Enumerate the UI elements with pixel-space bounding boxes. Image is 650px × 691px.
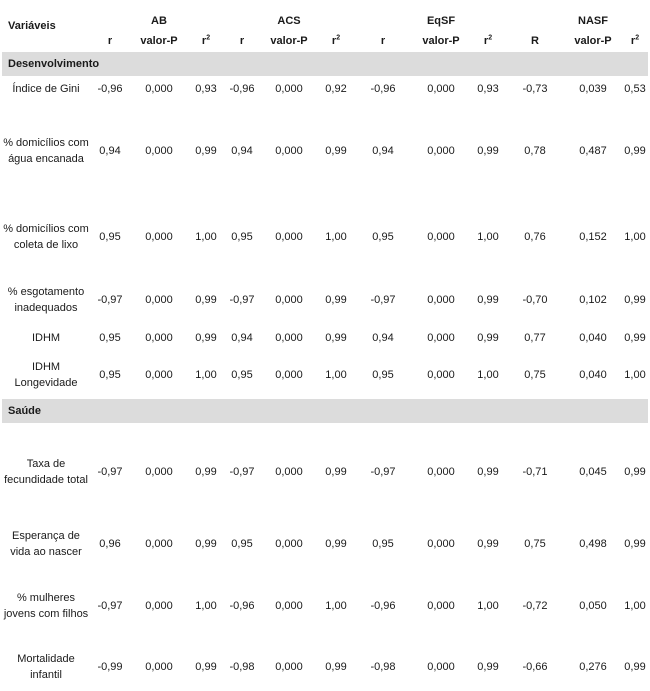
group-header-eqsf: EqSF [426, 15, 456, 27]
column-header: r [380, 34, 386, 47]
table-cell: 0,000 [427, 465, 455, 478]
table-cell: 0,99 [195, 465, 217, 478]
table-cell: 0,99 [477, 661, 499, 673]
column-header: $r^2$ [201, 33, 211, 47]
table-cell: 0,99 [325, 332, 347, 344]
table-cell: 0,152 [579, 231, 607, 243]
table-row [2, 423, 648, 520]
table-cell: 0,000 [427, 83, 455, 95]
table-row [2, 351, 648, 399]
table-cell: 1,00 [325, 599, 347, 612]
table-cell: 0,000 [427, 599, 455, 612]
table-cell: 0,53 [624, 83, 646, 95]
table-cell: -0,71 [522, 465, 548, 478]
table-cell: 1,00 [477, 369, 499, 381]
table-cell: 0,040 [579, 332, 607, 344]
table-cell: -0,96 [229, 599, 255, 612]
table-row [2, 325, 648, 351]
column-header: r [239, 34, 245, 47]
row-label: Esperança de vida ao nascer [10, 530, 82, 558]
table-cell: 1,00 [195, 369, 217, 381]
section-title: Saúde [2, 399, 648, 423]
section-header-row [2, 52, 648, 76]
table-cell: 0,000 [427, 538, 455, 550]
table-cell: 0,99 [477, 293, 499, 306]
table-cell: 0,99 [624, 465, 646, 478]
table-cell: -0,70 [522, 293, 548, 306]
table-cell: 0,498 [579, 538, 607, 550]
table-cell: 0,93 [195, 83, 217, 95]
table-cell: 0,99 [195, 661, 217, 673]
table-cell: -0,97 [97, 465, 123, 478]
table-cell: 0,99 [325, 293, 347, 306]
table-cell: 0,000 [145, 538, 173, 550]
row-label: IDHM [31, 332, 61, 344]
table-cell: 0,276 [579, 661, 607, 673]
table-cell: 0,99 [477, 465, 499, 478]
column-header: $r^2$ [331, 33, 341, 47]
table-cell: -0,97 [370, 293, 396, 306]
table-cell: 1,00 [195, 231, 217, 243]
table-cell: 0,039 [579, 83, 607, 95]
table-cell: 0,77 [524, 332, 546, 344]
section-title: Desenvolvimento [2, 52, 648, 76]
table-cell: 0,000 [275, 599, 303, 612]
column-header: valor-P [574, 34, 612, 47]
table-cell: -0,98 [370, 661, 396, 673]
table-cell: 0,75 [524, 369, 546, 381]
group-header-row [2, 0, 648, 29]
table-cell: 0,95 [231, 369, 253, 381]
table-cell: 0,94 [372, 332, 394, 344]
table-cell: 0,000 [427, 369, 455, 381]
table-cell: 0,76 [524, 231, 546, 243]
table-cell: 0,99 [325, 661, 347, 673]
column-header: valor-P [270, 34, 308, 47]
table-cell: 0,99 [624, 661, 646, 673]
subheader-row [2, 29, 648, 52]
table-cell: 0,94 [372, 145, 394, 157]
table-cell: 0,000 [275, 661, 303, 673]
table-cell: 0,000 [145, 332, 173, 344]
table-cell: -0,73 [522, 83, 548, 95]
table-cell: 0,050 [579, 599, 607, 612]
table-cell: 0,99 [195, 538, 217, 550]
table-cell: 1,00 [624, 231, 646, 243]
table-cell: 0,000 [275, 83, 303, 95]
table-cell: 1,00 [325, 369, 347, 381]
table-cell: -0,66 [522, 661, 548, 673]
table-cell: 0,92 [325, 83, 347, 95]
table-cell: 0,78 [524, 145, 546, 157]
table-cell: 0,487 [579, 145, 607, 157]
row-label: IDHM Longevidade [14, 361, 78, 389]
table-cell: 0,99 [195, 145, 217, 157]
table-cell: 0,99 [624, 332, 646, 344]
table-cell: 0,000 [145, 661, 173, 673]
group-header-ab: AB [151, 15, 167, 27]
table-cell: 0,99 [477, 538, 499, 550]
table-cell: 0,95 [99, 369, 121, 381]
table-row [2, 102, 648, 200]
table-cell: 0,94 [231, 332, 253, 344]
row-label: Índice de Gini [12, 83, 80, 95]
table-cell: 1,00 [195, 599, 217, 612]
table-cell: -0,97 [229, 465, 255, 478]
column-header: valor-P [422, 34, 460, 47]
table-cell: 0,000 [145, 83, 173, 95]
table-cell: 0,95 [231, 538, 253, 550]
table-cell: 0,000 [275, 332, 303, 344]
row-label: % domicílios com coleta de lixo [3, 223, 89, 251]
table-cell: -0,97 [97, 293, 123, 306]
column-header: $r^2$ [630, 33, 640, 47]
table-row [2, 520, 648, 568]
column-header: R [531, 34, 539, 47]
table-cell: 0,99 [195, 293, 217, 306]
table-cell: 0,000 [275, 231, 303, 243]
table-row [2, 200, 648, 274]
table-cell: 0,000 [145, 293, 173, 306]
table-cell: 0,000 [427, 145, 455, 157]
table-cell: 0,93 [477, 83, 499, 95]
column-header: r [107, 34, 113, 47]
table-cell: 0,94 [99, 145, 121, 157]
correlation-table [2, 0, 648, 691]
table-cell: 0,000 [275, 369, 303, 381]
table-cell: 0,040 [579, 369, 607, 381]
table-cell: -0,99 [97, 661, 123, 673]
section-header-row [2, 399, 648, 423]
table-cell: 0,99 [195, 332, 217, 344]
row-label: % esgotamento inadequados [7, 285, 85, 314]
table-cell: 0,99 [624, 145, 646, 157]
table-cell: 0,95 [231, 231, 253, 243]
row-label: % mulheres jovens com filhos [3, 591, 89, 620]
table-cell: 0,99 [477, 332, 499, 344]
table-cell: -0,96 [229, 83, 255, 95]
row-label: Mortalidade infantil [17, 653, 75, 681]
table-cell: -0,96 [370, 83, 396, 95]
table-cell: 0,000 [145, 465, 173, 478]
column-header: valor-P [140, 34, 178, 47]
table-cell: 0,000 [145, 369, 173, 381]
table-cell: 0,000 [427, 293, 455, 306]
table-cell: 0,95 [372, 538, 394, 550]
table-cell: 0,95 [99, 231, 121, 243]
table-cell: 1,00 [477, 599, 499, 612]
table-cell: -0,72 [522, 599, 548, 612]
table-cell: 0,102 [579, 293, 607, 306]
table-cell: 0,95 [372, 231, 394, 243]
table-row [2, 76, 648, 102]
table-cell: -0,97 [370, 465, 396, 478]
table-cell: 0,94 [231, 145, 253, 157]
table-cell: 1,00 [624, 369, 646, 381]
table-cell: 1,00 [325, 231, 347, 243]
table-cell: 1,00 [477, 231, 499, 243]
table-cell: 0,99 [325, 538, 347, 550]
group-header-nasf: NASF [578, 15, 608, 27]
table-cell: 0,000 [427, 231, 455, 243]
table-cell: 0,000 [427, 661, 455, 673]
table-cell: -0,96 [370, 599, 396, 612]
table-cell: 0,000 [275, 293, 303, 306]
table-cell: 0,000 [275, 538, 303, 550]
table-cell: 0,75 [524, 538, 546, 550]
table-row [2, 274, 648, 325]
table-cell: 0,000 [427, 332, 455, 344]
row-label: % domicílios com água encanada [3, 137, 89, 165]
table-cell: 0,000 [145, 231, 173, 243]
group-header [90, 0, 130, 29]
table-cell: -0,97 [229, 293, 255, 306]
table-row [2, 568, 648, 643]
table-cell: 0,96 [99, 538, 121, 550]
table-cell: 0,99 [624, 293, 646, 306]
column-header: $r^2$ [483, 33, 493, 47]
table-cell: -0,96 [97, 83, 123, 95]
variables-header: Variáveis [8, 20, 56, 32]
table-cell: 0,000 [275, 145, 303, 157]
table-cell: 0,045 [579, 465, 607, 478]
table-cell: -0,97 [97, 599, 123, 612]
table-cell: 1,00 [624, 599, 646, 612]
table-row [2, 643, 648, 691]
table-cell: 0,99 [325, 145, 347, 157]
table-cell: 0,000 [145, 599, 173, 612]
group-header-acs: ACS [277, 15, 301, 27]
table-body [2, 52, 648, 691]
table-cell: 0,000 [145, 145, 173, 157]
table-cell: 0,95 [372, 369, 394, 381]
row-label: Taxa de fecundidade total [4, 457, 88, 486]
table-cell: 0,95 [99, 332, 121, 344]
table-cell: -0,98 [229, 661, 255, 673]
table-cell: 0,99 [477, 145, 499, 157]
table-cell: 0,99 [325, 465, 347, 478]
table-cell: 0,000 [275, 465, 303, 478]
table-cell: 0,99 [624, 538, 646, 550]
